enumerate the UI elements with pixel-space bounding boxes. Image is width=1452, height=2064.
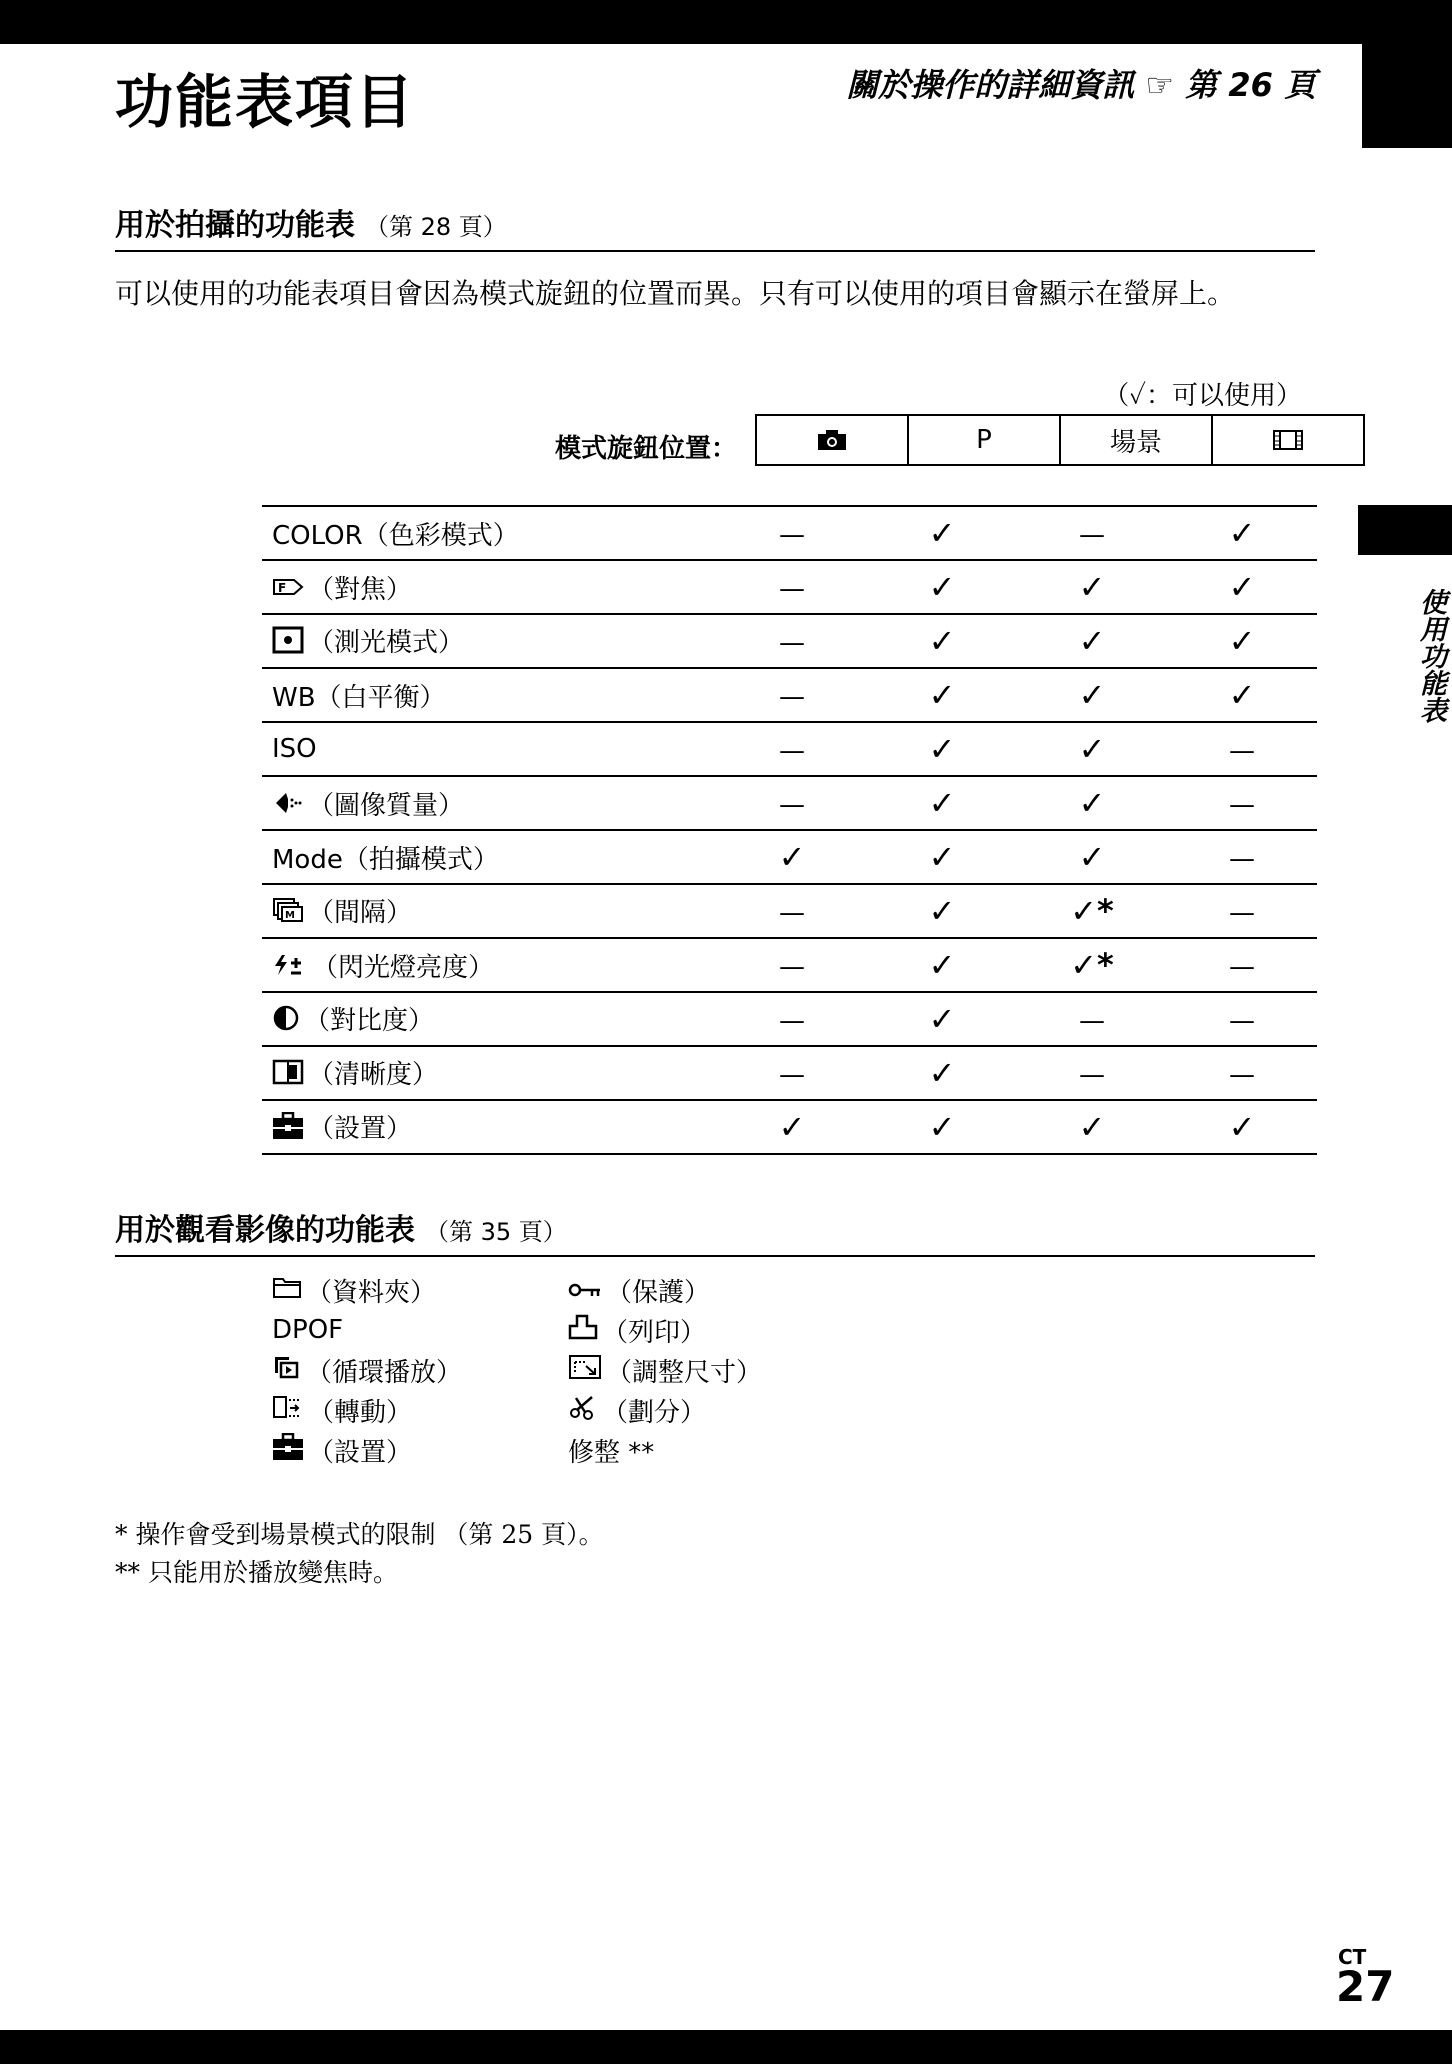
check-mark: ✓ <box>928 676 956 714</box>
movie-icon <box>1273 429 1303 451</box>
dash-mark: — <box>779 681 805 712</box>
shooting-heading-text: 用於拍攝的功能表 <box>115 208 355 243</box>
check-mark: ✓ <box>1078 838 1106 876</box>
availability-cell <box>1017 776 1167 830</box>
side-tab-label: 使用功能表 <box>1415 587 1446 723</box>
availability-cell <box>1167 938 1317 992</box>
dash-mark: — <box>779 735 805 766</box>
list-item <box>568 1435 892 1468</box>
viewing-menu-heading <box>115 1205 1315 1257</box>
focus-icon <box>272 575 304 605</box>
availability-cell <box>717 668 867 722</box>
side-index-tab <box>1358 505 1452 555</box>
list-item-label: （設置） <box>308 1437 413 1468</box>
availability-cell <box>1017 1100 1167 1154</box>
availability-cell <box>717 884 867 938</box>
list-item <box>272 1395 568 1428</box>
top-black-bar <box>0 0 1452 44</box>
menu-item-name <box>262 668 717 722</box>
check-mark: ✓ <box>1228 568 1256 606</box>
list-item <box>568 1275 892 1308</box>
check-mark: ✓ <box>928 946 956 984</box>
shooting-menu-table <box>262 505 1317 1155</box>
list-item-label: （調整尺寸） <box>606 1357 763 1388</box>
menu-item-label: （對焦） <box>308 574 413 605</box>
table-row <box>262 722 1317 776</box>
list-item <box>272 1315 568 1345</box>
check-mark: ✓ <box>928 1054 956 1092</box>
rotate-icon <box>272 1394 304 1427</box>
availability-cell <box>1167 722 1317 776</box>
menu-item-name <box>262 1046 717 1100</box>
list-item-label: （保護） <box>606 1277 711 1308</box>
availability-cell <box>1017 506 1167 560</box>
availability-cell <box>1167 668 1317 722</box>
check-mark: ✓ <box>928 1108 956 1146</box>
corner-black-tab <box>1362 44 1452 148</box>
check-mark: ✓ <box>1228 622 1256 660</box>
dash-mark: — <box>1229 897 1255 928</box>
shooting-menu-heading <box>115 200 1315 252</box>
availability-cell <box>717 560 867 614</box>
mode-dial-label: 模式旋鈕位置： <box>555 434 738 464</box>
check-mark: ✓ <box>778 1108 806 1146</box>
availability-cell <box>867 1046 1017 1100</box>
legend: （✓：可以使用） <box>1103 381 1302 411</box>
availability-cell <box>867 668 1017 722</box>
divide-icon <box>568 1394 598 1427</box>
availability-cell <box>1017 560 1167 614</box>
list-item-label: （循環播放） <box>306 1357 463 1388</box>
table-row <box>262 884 1317 938</box>
check-mark: ✓ <box>928 622 956 660</box>
shooting-heading-ref: （第 28 頁） <box>365 213 507 241</box>
availability-cell <box>717 830 867 884</box>
availability-cell <box>1167 614 1317 668</box>
availability-cell <box>1167 884 1317 938</box>
availability-cell <box>1167 992 1317 1046</box>
svg-text:M: M <box>285 910 295 921</box>
dash-mark: — <box>1229 843 1255 874</box>
table-row <box>262 506 1317 560</box>
sharpness-icon <box>272 1059 304 1092</box>
dash-mark: — <box>779 519 805 550</box>
availability-cell <box>1167 1046 1317 1100</box>
dash-mark: — <box>1079 1059 1105 1090</box>
check-mark: ✓ <box>1078 1108 1106 1146</box>
check-mark: ✓ <box>1228 1108 1256 1146</box>
check-mark: ✓ <box>928 1000 956 1038</box>
check-mark: ✓ <box>1228 514 1256 552</box>
check-mark: ✓ <box>928 838 956 876</box>
menu-item-name <box>262 938 717 992</box>
header-reference: 關於操作的詳細資訊 ☞ 第 26 頁 <box>846 66 1316 104</box>
availability-cell <box>717 614 867 668</box>
dash-mark: — <box>779 789 805 820</box>
availability-cell <box>717 1100 867 1154</box>
availability-cell <box>1017 1046 1167 1100</box>
quality-icon <box>272 791 304 822</box>
availability-cell <box>717 722 867 776</box>
menu-item-name <box>262 1100 717 1154</box>
availability-cell <box>867 776 1017 830</box>
check-mark: ✓ <box>1078 622 1106 660</box>
availability-cell <box>1167 560 1317 614</box>
menu-item-name <box>262 830 717 884</box>
menu-item-label: （圖像質量） <box>308 790 465 821</box>
menu-item-name <box>262 776 717 830</box>
check-mark: ✓ <box>928 892 956 930</box>
check-mark: ✓ <box>1078 676 1106 714</box>
availability-cell <box>1017 830 1167 884</box>
menu-item-name <box>262 506 717 560</box>
list-item-label: （轉動） <box>308 1397 413 1428</box>
check-mark: ✓ <box>1078 730 1106 768</box>
availability-cell <box>867 992 1017 1046</box>
availability-cell <box>717 992 867 1046</box>
availability-cell <box>717 506 867 560</box>
viewing-menu-list <box>272 1275 892 1468</box>
check-mark: ✓ <box>1078 568 1106 606</box>
check-mark: ✓ <box>1078 784 1106 822</box>
interval-icon <box>272 897 304 930</box>
table-row <box>262 776 1317 830</box>
check-mark: ✓ <box>928 784 956 822</box>
menu-item-name <box>262 722 717 776</box>
setup-icon <box>272 1112 304 1147</box>
menu-item-label: （清晰度） <box>308 1060 439 1090</box>
menu-item-name <box>262 560 717 614</box>
availability-cell <box>867 938 1017 992</box>
list-item <box>272 1355 568 1388</box>
availability-cell <box>1167 776 1317 830</box>
protect-icon <box>568 1275 602 1305</box>
availability-cell <box>867 614 1017 668</box>
table-row <box>262 830 1317 884</box>
menu-item-label: （對比度） <box>304 1005 435 1036</box>
check-mark: ✓ <box>928 730 956 768</box>
mode-scene: 場景 <box>1061 416 1213 464</box>
list-item <box>568 1355 892 1388</box>
availability-cell <box>867 722 1017 776</box>
table-row <box>262 668 1317 722</box>
menu-item-label: （設置） <box>308 1113 413 1144</box>
mode-movie <box>1213 416 1363 464</box>
dash-mark: — <box>1229 1059 1255 1090</box>
menu-item-name <box>262 614 717 668</box>
dash-mark: — <box>779 573 805 604</box>
menu-item-label: （測光模式） <box>308 627 465 658</box>
list-item <box>568 1315 892 1348</box>
availability-cell <box>1167 830 1317 884</box>
availability-cell <box>867 884 1017 938</box>
check-mark: ✓* <box>1070 946 1114 984</box>
availability-cell <box>867 830 1017 884</box>
menu-item-label: Mode（拍攝模式） <box>272 844 499 875</box>
availability-cell <box>1167 506 1317 560</box>
availability-cell <box>867 560 1017 614</box>
print-icon <box>568 1314 598 1347</box>
dash-mark: — <box>1079 1005 1105 1036</box>
dash-mark: — <box>779 1005 805 1036</box>
availability-cell <box>1017 614 1167 668</box>
availability-cell <box>1017 722 1167 776</box>
list-item <box>568 1395 892 1428</box>
dash-mark: — <box>779 627 805 658</box>
list-item-label: 修整 ** <box>568 1437 655 1468</box>
setup-icon <box>272 1433 304 1468</box>
table-row <box>262 614 1317 668</box>
dash-mark: — <box>779 1059 805 1090</box>
folder-icon <box>272 1275 302 1306</box>
table-row <box>262 1100 1317 1154</box>
page-number: 27 <box>1336 1962 1395 2011</box>
list-item <box>272 1435 568 1468</box>
menu-item-label: （閃光燈亮度） <box>312 952 495 983</box>
availability-cell <box>1017 668 1167 722</box>
menu-item-label: （間隔） <box>308 898 413 928</box>
page-title: 功能表項目 <box>115 68 416 136</box>
menu-item-name <box>262 992 717 1046</box>
availability-cell <box>717 938 867 992</box>
dash-mark: — <box>1229 789 1255 820</box>
availability-cell <box>867 1100 1017 1154</box>
check-mark: ✓ <box>778 838 806 876</box>
check-mark: ✓* <box>1070 892 1114 930</box>
viewing-heading-ref: （第 35 頁） <box>425 1218 567 1246</box>
metering-icon <box>272 626 304 661</box>
footnote-2: ** 只能用於播放變焦時。 <box>115 1558 398 1587</box>
check-mark: ✓ <box>928 568 956 606</box>
mode-program: P <box>909 416 1061 464</box>
availability-cell <box>1167 1100 1317 1154</box>
list-item-label: DPOF <box>272 1315 344 1345</box>
viewing-heading-text: 用於觀看影像的功能表 <box>115 1213 415 1248</box>
list-item-label: （資料夾） <box>306 1277 437 1308</box>
menu-item-label: ISO <box>272 734 317 764</box>
dash-mark: — <box>779 897 805 928</box>
bottom-black-bar <box>0 2030 1452 2064</box>
resize-icon <box>568 1354 602 1387</box>
dash-mark: — <box>779 951 805 982</box>
dash-mark: — <box>1079 519 1105 550</box>
availability-cell <box>867 506 1017 560</box>
page-language-code: CT <box>1338 1945 1367 1969</box>
list-item-label: （列印） <box>602 1317 707 1348</box>
table-row <box>262 938 1317 992</box>
contrast-icon <box>272 1004 300 1039</box>
dash-mark: — <box>1229 1005 1255 1036</box>
camera-icon <box>817 429 847 451</box>
menu-item-label: COLOR（色彩模式） <box>272 520 519 551</box>
list-item <box>272 1275 568 1308</box>
list-item-label: （劃分） <box>602 1397 707 1428</box>
availability-cell <box>1017 992 1167 1046</box>
menu-item-label: WB（白平衡） <box>272 682 446 713</box>
dash-mark: — <box>1229 951 1255 982</box>
slideshow-icon <box>272 1355 302 1386</box>
footnote-1: * 操作會受到場景模式的限制 （第 25 頁）。 <box>115 1520 604 1549</box>
flash-level-icon <box>272 953 308 984</box>
dash-mark: — <box>1229 735 1255 766</box>
check-mark: ✓ <box>928 514 956 552</box>
check-mark: ✓ <box>1228 676 1256 714</box>
intro-paragraph: 可以使用的功能表項目會因為模式旋鈕的位置而異。只有可以使用的項目會顯示在螢屏上。 <box>115 277 1236 310</box>
availability-cell <box>717 1046 867 1100</box>
mode-dial-header <box>755 414 1365 466</box>
table-row <box>262 560 1317 614</box>
table-row <box>262 1046 1317 1100</box>
menu-item-name <box>262 884 717 938</box>
availability-cell <box>1017 938 1167 992</box>
availability-cell <box>717 776 867 830</box>
table-row <box>262 992 1317 1046</box>
svg-text:F: F <box>278 581 287 595</box>
mode-camera <box>757 416 909 464</box>
availability-cell <box>1017 884 1167 938</box>
